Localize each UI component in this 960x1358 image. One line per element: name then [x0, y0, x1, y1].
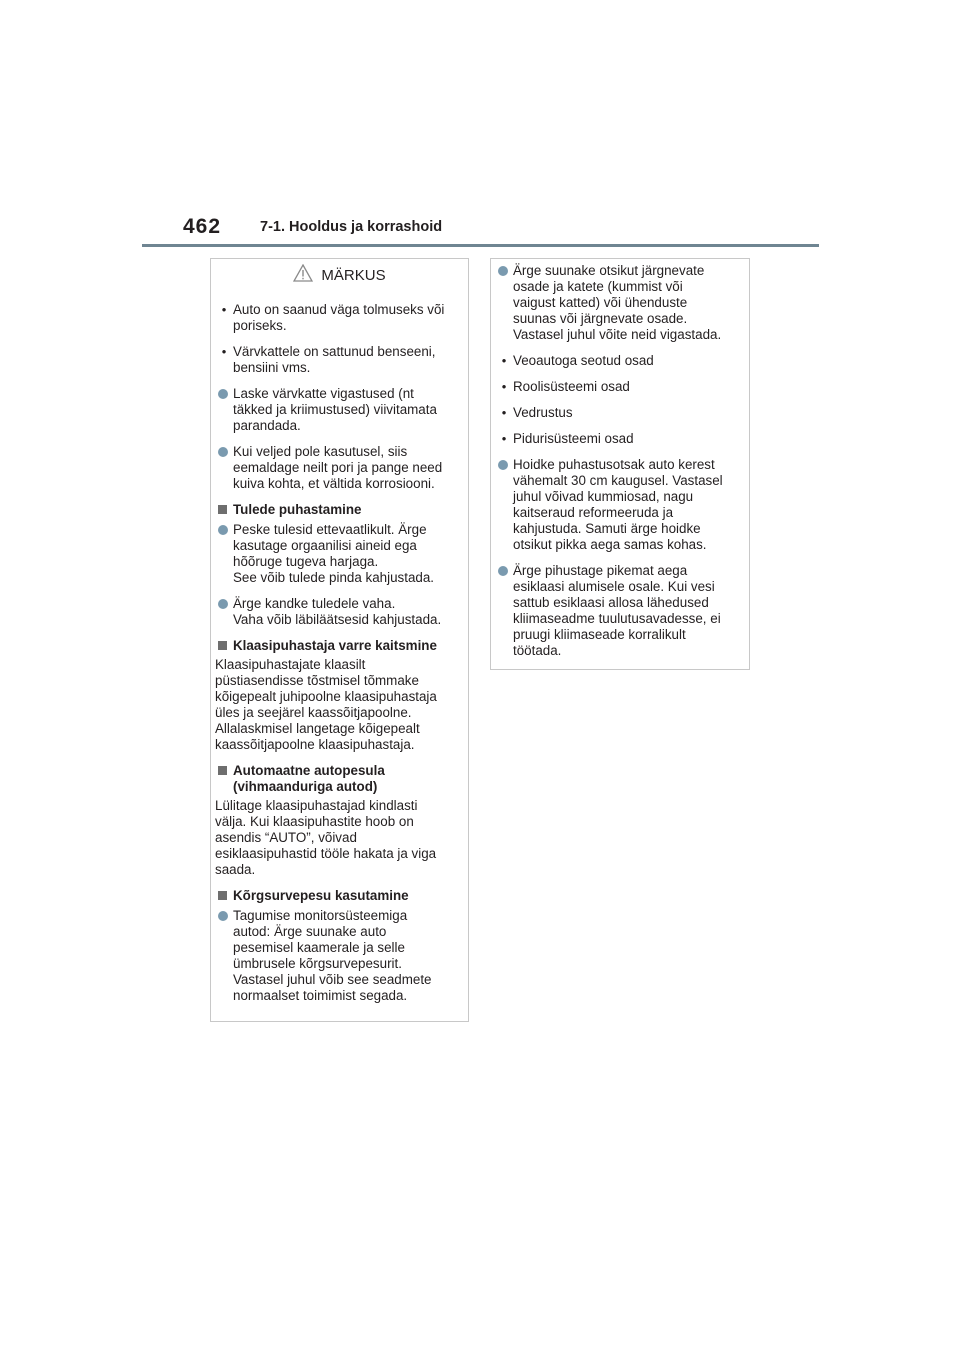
bullet-marker: •	[501, 353, 507, 368]
dot-bullet-icon	[215, 522, 233, 535]
paragraph: Klaasipuhastajate klaasilt püstiasendisse tõstmisel tõmmake kõigepealt juhipoolne klaasipuhastaja üles ja seejärel kaassõitjapoolne. Allalaskmisel langetage kõigepealt kaassõitjapoolne klaasipuhastaja.	[215, 657, 437, 752]
header-rule	[142, 244, 819, 247]
list-item: Ärge pihustage pikemat aega esiklaasi alumisele osale. Kui vesi sattub esiklaasi allosa lähedused kliimaseadme tuulutusavadesse, ei pruugi kliimaseade korralikult töötada.	[495, 563, 739, 659]
list-item: Ärge suunake otsikut järgnevate osade ja katete (kummist või vaigust katted) või ühenduste suunas või järgnevate osade. Vastasel juhul võite neid vigastada.	[495, 263, 739, 343]
subheading: Automaatne autopesula (vihmaanduriga autod)	[215, 763, 458, 795]
square-bullet-icon	[218, 505, 227, 514]
paragraph: Lülitage klaasipuhastajad kindlasti välja. Kui klaasipuhastite hoob on asendis “AUTO”, võivad esiklaasipuhastid tööle hakata ja viga saada.	[215, 798, 437, 877]
dot-bullet-icon	[215, 444, 233, 457]
list-item: Hoidke puhastusotsak auto kerest vähemalt 30 cm kaugusel. Vastasel juhul võivad kummiosad, nagu kaitseraud reformeeruda ja kahjustuda. Samuti ärge hoidke otsikut pikka aega samas kohas.	[495, 457, 739, 553]
list-item: Peske tulesid ettevaatlikult. Ärge kasutage orgaanilisi aineid ega hõõruge tugeva harjaga. See võib tulede pinda kahjustada.	[215, 522, 458, 586]
bullet-marker: •	[501, 431, 507, 446]
list-item: Ärge kandke tuledele vaha. Vaha võib läbiläätsesid kahjustada.	[215, 596, 458, 628]
dot-bullet-icon	[495, 457, 513, 470]
dot-bullet-icon	[495, 263, 513, 276]
square-bullet-icon	[218, 641, 227, 650]
subheading: Klaasipuhastaja varre kaitsmine	[215, 638, 458, 654]
bullet-marker: •	[501, 405, 507, 420]
dot-bullet-icon	[215, 908, 233, 921]
square-bullet-icon	[218, 766, 227, 775]
notice-box-left	[210, 258, 469, 1022]
list-item: Tagumise monitorsüsteemiga autod: Ärge suunake auto pesemisel kaamerale ja selle ümbrusele kõrgsurvepesurit. Vastasel juhul võib see seadmete normaalset toimimist segada.	[215, 908, 458, 1004]
page-number: 462	[183, 215, 222, 238]
list-item: • Värvkattele on sattunud benseeni, bensiini vms.	[215, 344, 458, 376]
notice-title: MÄRKUS	[321, 267, 386, 284]
section-title: 7-1. Hooldus ja korrashoid	[260, 219, 443, 235]
bullet-marker: •	[221, 344, 227, 359]
list-item: • Vedrustus	[495, 405, 739, 421]
list-item: • Veoautoga seotud osad	[495, 353, 739, 369]
list-item: • Roolisüsteemi osad	[495, 379, 739, 395]
list-item: • Pidurisüsteemi osad	[495, 431, 739, 447]
warning-triangle-icon	[293, 264, 313, 288]
square-bullet-icon	[218, 891, 227, 900]
list-item: • Auto on saanud väga tolmuseks või poriseks.	[215, 302, 458, 334]
subheading: Kõrgsurvepesu kasutamine	[215, 888, 458, 904]
dot-bullet-icon	[495, 563, 513, 576]
list-item: Kui veljed pole kasutusel, siis eemaldage neilt pori ja pange need kuiva kohta, et vältida korrosiooni.	[215, 444, 458, 492]
bullet-marker: •	[221, 302, 227, 317]
notice-heading	[211, 264, 468, 288]
dot-bullet-icon	[215, 596, 233, 609]
notice-box-right	[490, 258, 750, 670]
dot-bullet-icon	[215, 386, 233, 399]
subheading: Tulede puhastamine	[215, 502, 458, 518]
bullet-marker: •	[501, 379, 507, 394]
list-item: Laske värvkatte vigastused (nt täkked ja kriimustused) viivitamata parandada.	[215, 386, 458, 434]
